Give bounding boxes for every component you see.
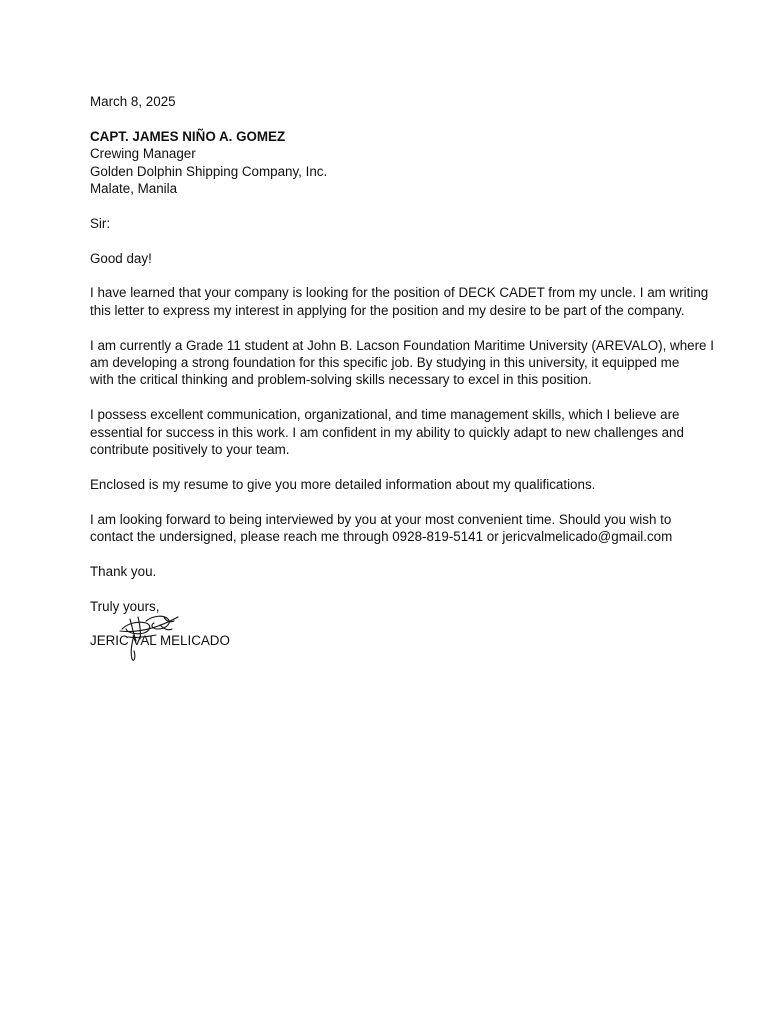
sender-name: JERIC VAL MELICADO	[90, 633, 230, 649]
paragraph-4	[90, 476, 690, 493]
paragraph-line: contribute positively to your team.	[90, 442, 290, 458]
paragraph-line: Enclosed is my resume to give you more detailed information about my qualifications.	[90, 476, 596, 492]
closing-line: Truly yours,	[90, 598, 160, 614]
paragraph-line: I am currently a Grade 11 student at John B. Lacson Foundation Maritime University (AREVALO), where I	[90, 337, 714, 353]
thanks-line: Thank you.	[90, 563, 157, 579]
signature-block	[90, 615, 690, 675]
paragraph-line: essential for success in this work. I am confident in my ability to quickly adapt to new challenges and	[90, 424, 684, 440]
paragraph-line: with the critical thinking and problem-solving skills necessary to excel in this position.	[90, 372, 592, 388]
paragraph-line: I have learned that your company is looking for the position of DECK CADET from my uncle. I am writing	[90, 285, 709, 301]
paragraph-line: this letter to express my interest in applying for the position and my desire to be part of the company.	[90, 302, 685, 318]
letter-body	[90, 93, 714, 675]
salutation: Sir:	[90, 215, 111, 231]
letter-date: March 8, 2025	[90, 94, 176, 109]
paragraph-5	[90, 511, 690, 546]
paragraph-line: I am looking forward to being interviewed by you at your most convenient time. Should you wish to	[90, 511, 672, 527]
greeting: Good day!	[90, 250, 152, 266]
recipient-company: Golden Dolphin Shipping Company, Inc.	[90, 163, 328, 179]
paragraph-line: contact the undersigned, please reach me through 0928-819-5141 or jericvalmelicado@gmail.com	[90, 529, 673, 545]
paragraph-2	[90, 337, 714, 389]
paragraph-1	[90, 284, 709, 319]
recipient-name: CAPT. JAMES NIÑO A. GOMEZ	[90, 128, 286, 144]
paragraph-3	[90, 406, 690, 458]
recipient-title: Crewing Manager	[90, 146, 196, 162]
recipient-address: Malate, Manila	[90, 181, 178, 197]
paragraph-line: I possess excellent communication, organizational, and time management skills, which I believe are	[90, 407, 680, 423]
paragraph-line: am developing a strong foundation for this specific job. By studying in this university, it equipped me	[90, 355, 680, 371]
